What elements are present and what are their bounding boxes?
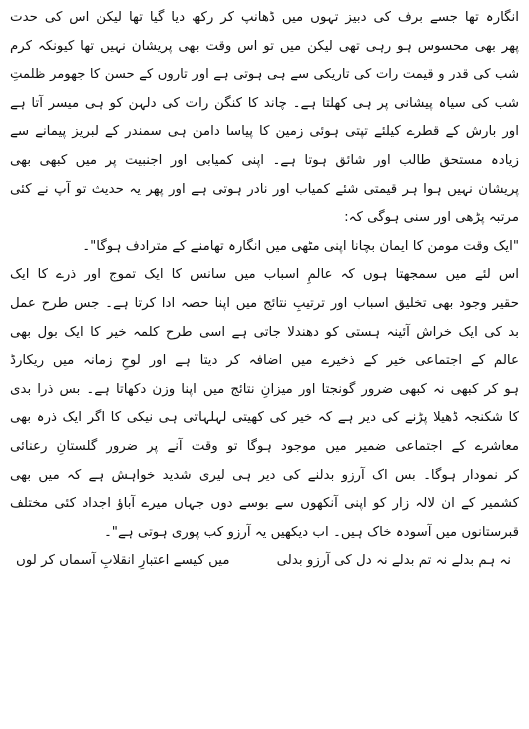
text-line: پریشان نہیں ہوا ہر قیمتی شئے کمیاب اور نادر ہوتی ہے اور پھر یہ حدیث تو آپ نے کئی: [10, 181, 519, 197]
text-line: زیادہ مستحق طالب اور شائق ہوتا ہے۔ اپنی کمیابی اور اجنبیت پر میں کبھی بھی: [10, 152, 519, 168]
text-line: کا شکنجہ ڈھیلا پڑنے کی دیر ہے کہ خیر کی کھیتی لہلہاتی ہی نیکی کا اگر ایک ذرہ بھی: [10, 410, 519, 426]
verse-second-hemistich: میں کیسے اعتبارِ انقلابِ آسماں کر لوں: [16, 553, 230, 569]
text-line: حقیر وجود بھی تخلیق اسباب اور ترتیبِ نتائج میں اپنا حصہ ادا کرتا ہے۔ جس طرح عمل: [10, 295, 519, 311]
text-line: شب کی قدر و قیمت رات کی تاریکی سے ہی ہوتی ہے اور تاروں کے حسن کا جھومر ظلمتِ: [10, 67, 519, 83]
text-line: مرتبہ پڑھی اور سنی ہوگی کہ:: [344, 210, 519, 226]
text-line: کشمیر کے ان لالہ زار کو اپنی آنکھوں سے بوسے دوں جہاں میرے آباؤ اجداد کئی مختلف: [10, 496, 519, 512]
poetry-verse: [10, 547, 519, 576]
text-line: اور بارش کے قطرے کیلئے تپتی ہوئی زمین کا پیاسا دامن ہی سمندر کے لبریز پیمانے سے: [10, 124, 519, 140]
text-line: اس لئے میں سمجھتا ہوں کہ عالمِ اسباب میں سانس کا ایک تموج اور ذرے کا ایک: [10, 267, 519, 283]
text-line: عالم کے اجتماعی خیر کے ذخیرے میں اضافہ کر دیتا ہے اور لوحِ زمانہ میں ریکارڈ: [10, 353, 519, 369]
text-line: ہو کر کبھی نہ کبھی ضرور گونجتا اور میزانِ نتائج میں اپنا وزن دکھاتا ہے۔ بس ذرا بدی: [10, 381, 519, 397]
text-line: کر نمودار ہوگا۔ بس اک آرزو بدلنے کی دیر ہی لیری شدید خواہش ہے کہ میں بھی: [10, 467, 519, 483]
text-line: انگارہ تھا جسے برف کی دبیز تہوں میں ڈھانپ کر رکھ دیا گیا تھا لیکن اس کی حدت: [10, 10, 519, 25]
verse-first-hemistich: نہ ہم بدلے نہ تم بدلے نہ دل کی آرزو بدلی: [276, 553, 511, 569]
text-line: معاشرے کے اجتماعی ضمیر میں موجود ہوگا تو وقت آنے پر ضرور گلستانِ رعنائی: [10, 438, 519, 454]
text-line: قبرستانوں میں آسودہ خاک ہیں۔ اب دیکھیں یہ آرزو کب پوری ہوتی ہے"۔: [103, 524, 519, 540]
text-line: شب کی سیاہ پیشانی پر ہی کھلتا ہے۔ چاند کا کنگن رات کی دلہن کو ہی میسر آتا ہے: [10, 95, 519, 111]
text-line: پھر بھی محسوس ہو رہی تھی لیکن میں تو اس وقت بھی پریشان نہیں تھا کیونکہ کرم: [10, 38, 519, 54]
hadith-quote: "ایک وقت مومن کا ایمان بچانا اپنی مٹھی میں انگارہ تھامنے کے مترادف ہوگا"۔: [82, 238, 519, 254]
text-line: بد کی ایک خراش آئینہ ہستی کو دھندلا جاتی ہے اسی طرح کلمہ خیر کا ایک بول بھی: [10, 324, 519, 340]
